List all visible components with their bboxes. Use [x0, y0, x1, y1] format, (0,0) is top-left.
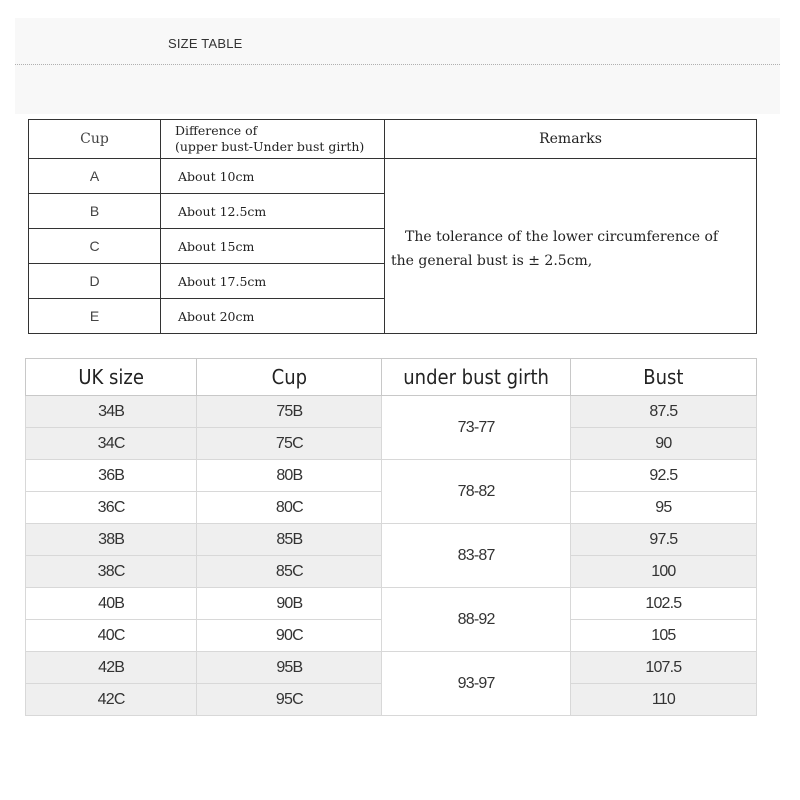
- page-title: SIZE TABLE: [168, 36, 243, 51]
- uk-size-cell: 38C: [26, 556, 197, 588]
- cup-cell: 75C: [197, 428, 382, 460]
- cup-cell: 85C: [197, 556, 382, 588]
- uk-size-cell: 38B: [26, 524, 197, 556]
- under-bust-girth-cell: 73-77: [382, 396, 570, 460]
- cup-cell: 95C: [197, 684, 382, 716]
- uk-size-cell: 36B: [26, 460, 197, 492]
- cup-difference-table: [28, 119, 757, 334]
- uk-size-cell: 34C: [26, 428, 197, 460]
- bust-cell: 87.5: [570, 396, 756, 428]
- uk-size-cell: 40B: [26, 588, 197, 620]
- uk-size-cell: 34B: [26, 396, 197, 428]
- cup-cell: 80C: [197, 492, 382, 524]
- bust-cell: 95: [570, 492, 756, 524]
- size-row: [26, 396, 757, 428]
- bust-cell: 90: [570, 428, 756, 460]
- under-bust-girth-cell: 93-97: [382, 652, 570, 716]
- cup-cell: 95B: [197, 652, 382, 684]
- cup-table-header-row: [29, 120, 757, 159]
- remarks-column-header: Remarks: [385, 120, 757, 159]
- uk-size-cell: 42C: [26, 684, 197, 716]
- bust-cell: 110: [570, 684, 756, 716]
- size-row: [26, 588, 757, 620]
- cup-difference: About 15cm: [161, 229, 385, 264]
- size-row: [26, 652, 757, 684]
- cup-letter: A: [29, 159, 161, 194]
- uk-size-column-header: UK size: [26, 359, 197, 396]
- uk-size-cell: 36C: [26, 492, 197, 524]
- cup-letter: D: [29, 264, 161, 299]
- remarks-text: [385, 159, 757, 334]
- cup-cell: 75B: [197, 396, 382, 428]
- uk-size-cell: 40C: [26, 620, 197, 652]
- cup-difference: About 17.5cm: [161, 264, 385, 299]
- header-divider: [15, 64, 780, 65]
- remarks-line1: The tolerance of the lower circumference of: [405, 229, 719, 245]
- bust-cell: 97.5: [570, 524, 756, 556]
- cup-cell: 80B: [197, 460, 382, 492]
- cup-letter: E: [29, 299, 161, 334]
- cup-column-header: Cup: [29, 120, 161, 159]
- size-table-header-row: [26, 359, 757, 396]
- cup-cell: 90C: [197, 620, 382, 652]
- size-row: [26, 524, 757, 556]
- cup-column-header: Cup: [197, 359, 382, 396]
- header-strip: [15, 18, 780, 114]
- difference-column-header: [161, 120, 385, 159]
- cup-difference: About 20cm: [161, 299, 385, 334]
- under-bust-girth-cell: 78-82: [382, 460, 570, 524]
- difference-header-line2: (upper bust-Under bust girth): [175, 139, 365, 154]
- bust-cell: 107.5: [570, 652, 756, 684]
- cup-row: [29, 159, 757, 194]
- cup-difference: About 12.5cm: [161, 194, 385, 229]
- uk-size-cell: 42B: [26, 652, 197, 684]
- size-table: [25, 358, 757, 716]
- cup-letter: B: [29, 194, 161, 229]
- under-bust-girth-cell: 83-87: [382, 524, 570, 588]
- bust-cell: 102.5: [570, 588, 756, 620]
- remarks-line2: the general bust is ± 2.5cm,: [391, 253, 593, 269]
- size-row: [26, 460, 757, 492]
- cup-cell: 90B: [197, 588, 382, 620]
- under-bust-girth-column-header: under bust girth: [382, 359, 570, 396]
- bust-cell: 100: [570, 556, 756, 588]
- bust-cell: 92.5: [570, 460, 756, 492]
- difference-header-line1: Difference of: [175, 123, 258, 138]
- bust-column-header: Bust: [570, 359, 756, 396]
- under-bust-girth-cell: 88-92: [382, 588, 570, 652]
- bust-cell: 105: [570, 620, 756, 652]
- cup-difference: About 10cm: [161, 159, 385, 194]
- cup-letter: C: [29, 229, 161, 264]
- cup-cell: 85B: [197, 524, 382, 556]
